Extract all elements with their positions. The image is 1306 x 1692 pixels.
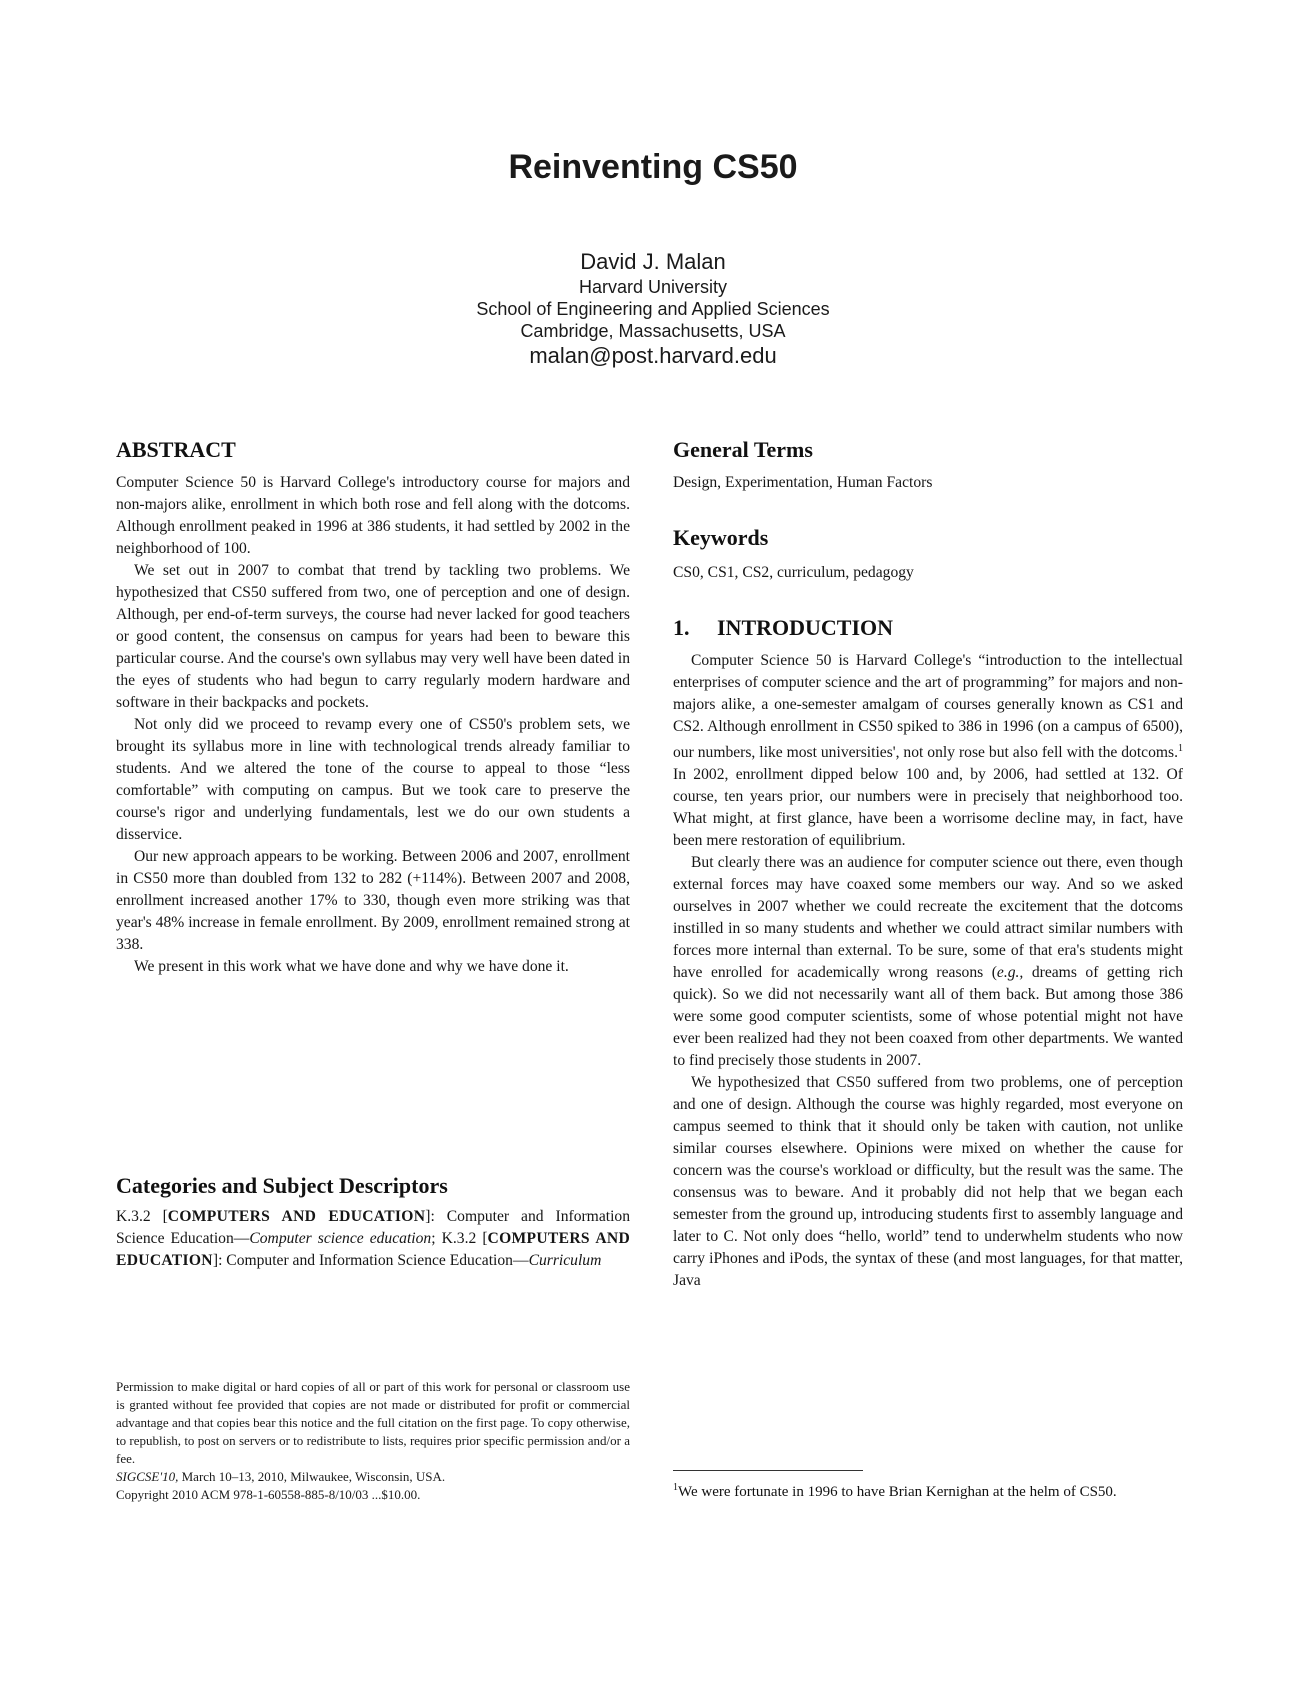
- intro-paragraph: Computer Science 50 is Harvard College's “introduction to the intellectual enterprises of computer science and the art of programming” for majors and non-majors alike, a one-semester amalgam of courses generally known as CS1 and CS2. Although enrollment in CS50 spiked to 386 in 1996 (on a campus of 6500), our numbers, like most universities', not only rose but also fell with the dotcoms.$^1$ In 2002, enrollment dipped below 100 and, by 2006, had settled at 132. Of course, ten years prior, our numbers were in precisely that neighborhood too. What might, at first glance, have been a worrisome decline may, in fact, have been mere restoration of equilibrium.: [673, 652, 1183, 850]
- keywords-heading: Keywords: [673, 525, 769, 550]
- permission-notice: [116, 1378, 630, 1504]
- general-terms-text: Design, Experimentation, Human Factors: [673, 474, 933, 491]
- author-location: Cambridge, Massachusetts, USA: [520, 321, 786, 341]
- abstract-paragraph: We present in this work what we have done and why we have done it.: [134, 958, 569, 975]
- paper-title: Reinventing CS50: [508, 148, 798, 186]
- author-institution: Harvard University: [578, 277, 728, 297]
- author-block: [0, 248, 1306, 370]
- footnote-number: 1: [673, 1482, 678, 1493]
- intro-paragraph: But clearly there was an audience for computer science out there, even though external forces may have coaxed some members our way. And so we asked ourselves in 2007 whether we could recreate the excitement that the dotcoms instilled in so many students and whether we could attract similar numbers with forces more internal than external. To be sure, some of that era's students might have enrolled for academically wrong reasons (e.g., dreams of getting rich quick). So we did not necessarily want all of them back. But among those 386 were some good computer scientists, some of whose potential might not have ever been realized had they not been coaxed from other departments. We wanted to find precisely those students in 2007.: [673, 854, 1183, 1070]
- abstract-paragraph: Our new approach appears to be working. Between 2006 and 2007, enrollment in CS50 more than doubled from 132 to 282 (+114%). Between 2007 and 2008, enrollment increased another 17% to 330, though even more striking was that year's 48% increase in female enrollment. By 2009, enrollment remained strong at 338.: [116, 848, 630, 953]
- category-subject: Computer science education: [249, 1230, 432, 1247]
- permission-text: Permission to make digital or hard copies of all or part of this work for personal or classroom use is granted without fee provided that copies are not made or distributed for profit or commercial advantage and that copies bear this notice and the full citation on the first page. To copy otherwise, to republish, to post on servers or to redistribute to lists, requires prior specific permission and/or a fee.: [116, 1379, 630, 1466]
- keywords-text: CS0, CS1, CS2, curriculum, pedagogy: [673, 564, 914, 581]
- general-terms-heading: General Terms: [673, 437, 813, 462]
- categories-heading: Categories and Subject Descriptors: [116, 1173, 448, 1198]
- section-number: 1.: [673, 615, 690, 640]
- abstract-paragraph: Not only did we proceed to revamp every one of CS50's problem sets, we brought its syllabus more in line with technological trends already familiar to students. And we altered the tone of the course to appeal to those “less comfortable” with computing on campus. But we took care to preserve the course's rigor and underlying fundamentals, lest we do our own students a disservice.: [116, 716, 630, 843]
- abstract-body: [116, 472, 630, 978]
- intro-paragraph: We hypothesized that CS50 suffered from two problems, one of perception and one of design. Although the course was highly regarded, most everyone on campus seemed to think that it should only be taken with caution, not unlike similar courses elsewhere. Opinions were mixed on whether the cause for concern was the course's workload or difficulty, but the result was the same. The consensus was to beware. And it probably did not help that we began each semester from the ground up, introducing students first to assembly language and later to C. Not only does “hello, world” tend to underwhelm students who now carry iPhones and iPods, the syntax of these (and most languages, for that matter, Java: [673, 1074, 1183, 1290]
- category-name: COMPUTERS AND EDUCATION: [167, 1208, 426, 1225]
- copyright-line: Copyright 2010 ACM 978-1-60558-885-8/10/03 ...$10.00.: [116, 1487, 421, 1502]
- keywords-body: [673, 562, 1183, 584]
- category-code: K.3.2: [441, 1230, 477, 1247]
- categories-text: K.3.2 [COMPUTERS AND EDUCATION]: Computer and Information Science Education—Computer science education; K.3.2 [COMPUTERS AND EDUCATION]: Computer and Information Science Education—Curriculum: [116, 1208, 631, 1269]
- footnote-rule: [673, 1470, 863, 1471]
- introduction-heading: [673, 614, 893, 642]
- section-title: INTRODUCTION: [717, 615, 894, 640]
- abstract-paragraph: Computer Science 50 is Harvard College's introductory course for majors and non-majors alike, enrollment in which both rose and fell along with the dotcoms. Although enrollment peaked in 1996 at 386 students, it had settled by 2002 in the neighborhood of 100.: [116, 474, 630, 557]
- category-subject: Curriculum: [528, 1252, 602, 1269]
- author-school: School of Engineering and Applied Sciences: [476, 299, 830, 319]
- categories-body: [116, 1206, 630, 1272]
- footnote: [673, 1478, 1183, 1502]
- general-terms-body: [673, 472, 1183, 494]
- author-email: malan@post.harvard.edu: [529, 343, 777, 368]
- footnote-text: We were fortunate in 1996 to have Brian Kernighan at the helm of CS50.: [678, 1484, 1117, 1500]
- venue-line: SIGCSE'10, March 10–13, 2010, Milwaukee, Wisconsin, USA.: [116, 1469, 446, 1484]
- abstract-heading: ABSTRACT: [116, 437, 236, 462]
- category-code: K.3.2: [116, 1208, 151, 1225]
- footnote-mark: 1: [1178, 743, 1183, 754]
- introduction-body: [673, 650, 1183, 1292]
- category-name: COMPUTERS AND EDUCATION: [116, 1230, 631, 1269]
- author-name: David J. Malan: [580, 249, 726, 274]
- abstract-paragraph: We set out in 2007 to combat that trend by tackling two problems. We hypothesized that CS50 suffered from two, one of perception and one of design. Although, per end-of-term surveys, the course had never lacked for good teachers or good content, the consensus on campus for years had been to beware this particular course. And the course's own syllabus may very well have been dated in the eyes of students who had begun to carry regularly modern hardware and software in their backpacks and pockets.: [116, 562, 630, 711]
